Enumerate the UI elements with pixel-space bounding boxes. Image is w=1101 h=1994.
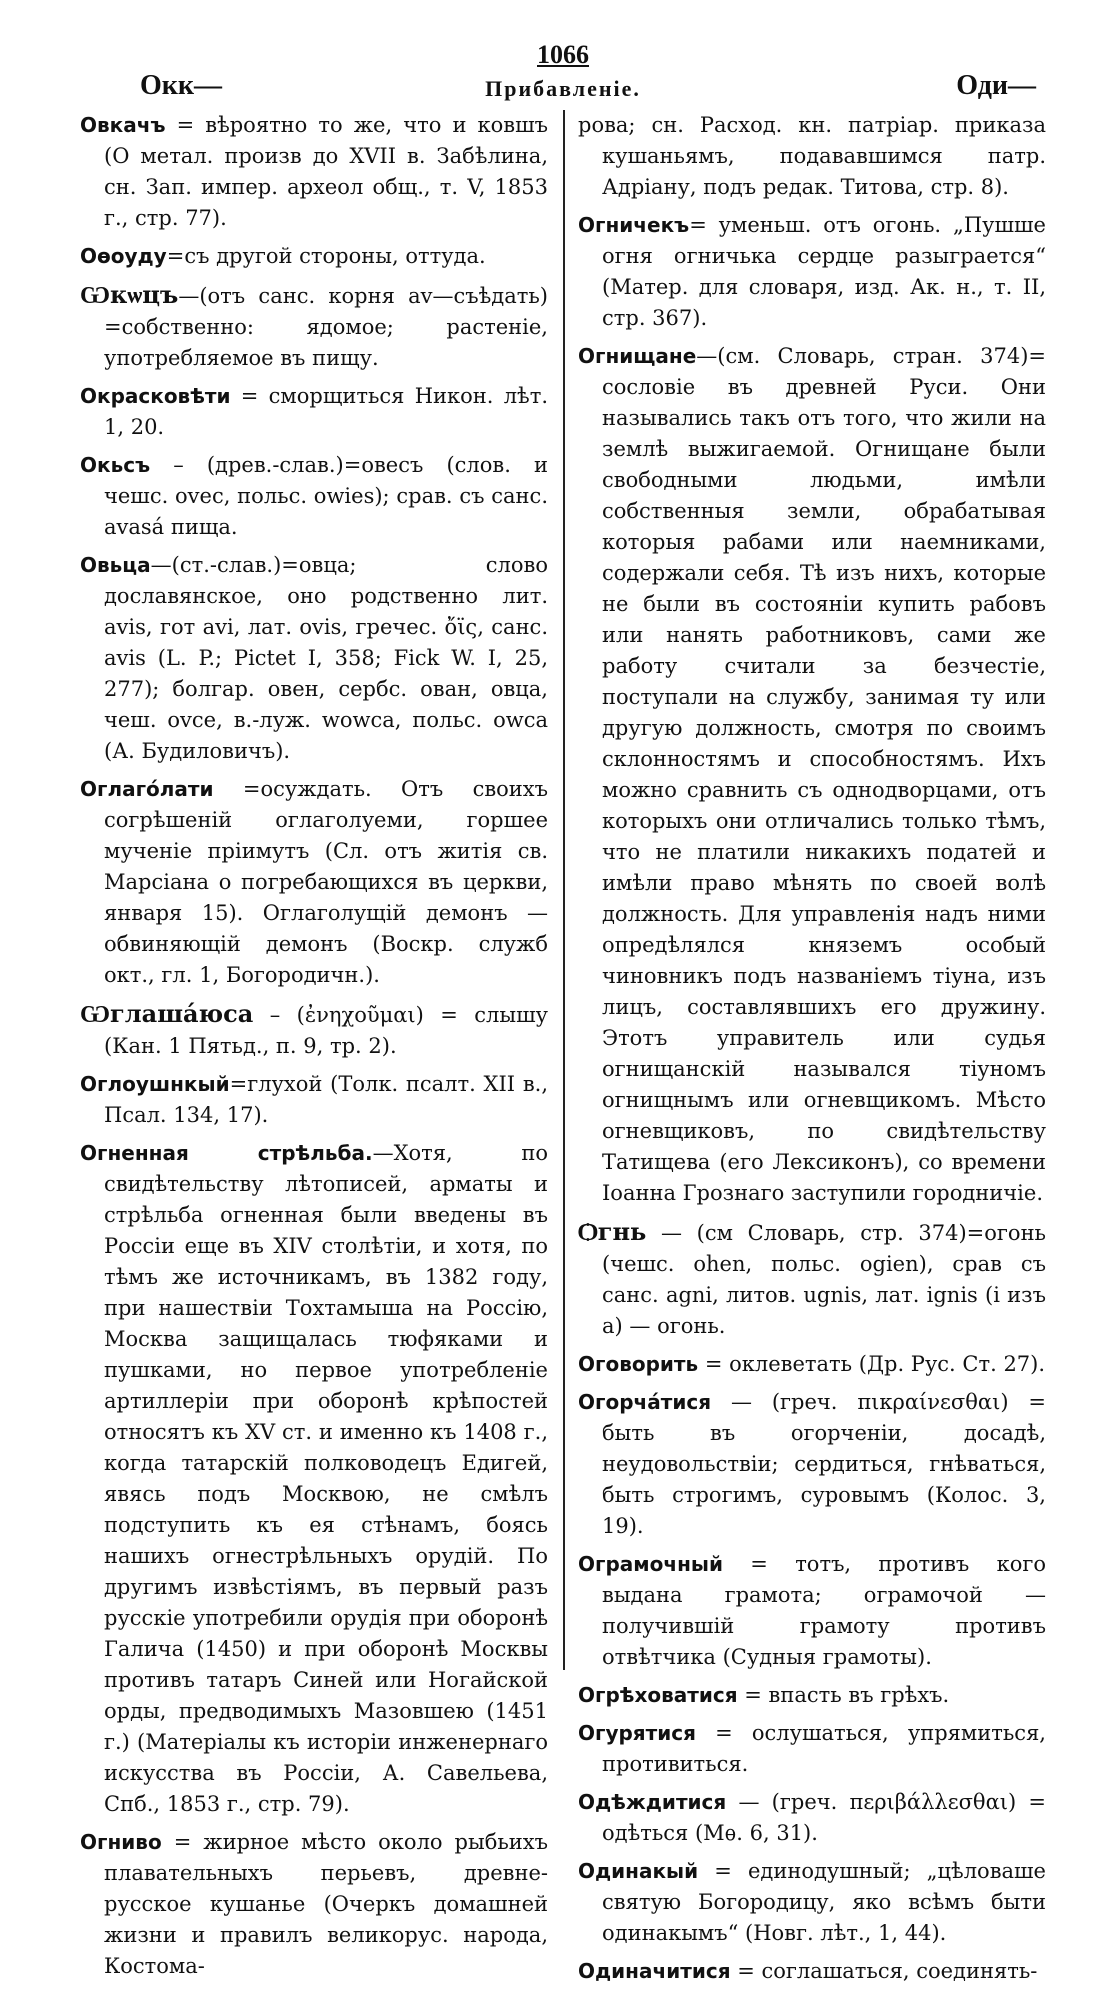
dictionary-entry xyxy=(80,550,548,767)
entry-definition: = ослушаться, упрямиться, противиться. xyxy=(602,1721,1046,1776)
entry-definition: = тотъ, противъ кого выдана грамота; ограмочой — получившій грамоту противъ отвѣтчика (Судныя грамоты). xyxy=(602,1552,1046,1669)
entry-definition: – (древ.-слав.)=овесъ (слов. и чешс. ovec, польс. owies); срав. съ санс. avasá пища. xyxy=(104,453,548,539)
entry-definition: = впасть въ грѣхъ. xyxy=(737,1683,950,1707)
entry-headword: Оглоушнкый xyxy=(80,1072,230,1096)
dictionary-entry xyxy=(578,1856,1046,1949)
entry-headword: Огниво xyxy=(80,1830,162,1854)
entry-definition: =осуждать. Отъ своихъ согрѣшеній оглаголуеми, горшее мученіе пріимутъ (Сл. отъ житія св. Марсіана о погребающихся въ церкви, января 15). Оглаголущій демонъ — обвиняющій демонъ (Воскр. служб окт., гл. 1, Богородичн.). xyxy=(104,777,548,987)
entry-definition: —(см. Словарь, стран. 374)= сословіе въ древней Руси. Они назывались такъ отъ того, что жили на землѣ выжигаемой. Огнищане были свободными людьми, имѣли собственныя земли, обрабатывая которыя рабами или наемниками, содержали себя. Тѣ изъ нихъ, которые не были въ состояніи купить рабовъ или нанять работниковъ, сами же работу считали за безчестіе, поступали на службу, занимая ту или другую должность, смотря по своимъ склонностямъ и способностямъ. Ихъ можно сравнить съ однодворцами, отъ которыхъ они отличались только тѣмъ, что не платили никакихъ податей и имѣли право мѣнять по своей волѣ должность. Для управленія надъ ними опредѣлялся княземъ особый чиновникъ подъ названіемъ тіуна, изъ лицъ, составлявшихъ его дружину. Этотъ управитель или судья огнищанскій назывался тіуномъ огнищнымъ или огневщикомъ. Мѣсто огневщиковъ, по свидѣтельству Татищева (его Лексиконъ), со времени Іоанна Грознаго заступили городничіе. xyxy=(602,344,1046,1205)
header-right-guide-word: Оди— xyxy=(956,70,1036,101)
entry-headword: Огурятися xyxy=(578,1721,696,1745)
entry-definition: = вѣроятно то же, что и ковшъ (О метал. произв до XVII в. Забѣлина, сн. Зап. импер. археол общ., т. V, 1853 г., стр. 77). xyxy=(104,113,548,230)
entry-headword: Одѣждитися xyxy=(578,1790,727,1814)
entry-definition: – (ἐνηχοῦμαι) = слышу (Кан. 1 Пятьд., п. 9, тр. 2). xyxy=(104,1003,548,1058)
entry-headword: Окьсъ xyxy=(80,453,151,477)
entry-definition: = жирное мѣсто около рыбьихъ плавательныхъ перьевъ, древне-русское кушанье (Очеркъ домашней жизни и правилъ великорус. народа, Костома- xyxy=(104,1830,548,1978)
entry-headword: Огорчáтися xyxy=(578,1390,712,1414)
dictionary-entry xyxy=(80,450,548,543)
entry-headword: Огнищане xyxy=(578,344,697,368)
dictionary-entry xyxy=(80,1069,548,1131)
entry-definition: =съ другой стороны, оттуда. xyxy=(166,244,486,268)
entry-definition: —(ст.-слав.)=овца; слово дославянское, оно родственно лит. avis, гот avi, лат. ovis, гречес. ὄϊς, санс. avis (L. P.; Pictet I, 358; Fick W. I, 25, 277); болгар. овен, сербс. ован, овца, чеш. ovce, в.-луж. wowca, польс. owca (А. Будиловичъ). xyxy=(104,553,548,763)
dictionary-entry xyxy=(80,241,548,272)
page-header xyxy=(80,40,1046,110)
entry-definition: = единодушный; „цѣловаше святую Богородицу, яко всѣмъ быти одинакымъ“ (Новг. лѣт., 1, 44). xyxy=(602,1859,1046,1945)
page-number: 1066 xyxy=(537,40,589,69)
entry-definition: — (см Словарь, стр. 374)=огонь (чешс. ohen, польс. ogien), срав съ санс. agni, литов. ugnis, лат. ignis (i изъ a) — огонь. xyxy=(602,1221,1046,1338)
entry-headword: Ѻгнь xyxy=(578,1217,647,1246)
entry-headword: Овкачъ xyxy=(80,113,166,137)
entry-definition: — (греч. περιβάλλεσθαι) = одѣться (Мѳ. 6, 31). xyxy=(602,1790,1046,1845)
section-title: Прибавленіе. xyxy=(485,76,641,101)
entry-headword: Одиначитися xyxy=(578,1959,731,1983)
dictionary-entry xyxy=(80,774,548,991)
dictionary-entry xyxy=(578,341,1046,1209)
dictionary-entry xyxy=(578,1680,1046,1711)
entry-headword: Огрѣховатися xyxy=(578,1683,738,1707)
entry-headword: Окрасковѣти xyxy=(80,384,231,408)
entry-headword: Ѡкѡцъ xyxy=(80,280,179,309)
header-left-guide-word: Окк— xyxy=(140,70,223,101)
entry-definition: = соглашаться, соединять- xyxy=(730,1959,1038,1983)
entry-headword: Оглагóлати xyxy=(80,777,214,801)
entry-headword: Ограмочный xyxy=(578,1552,723,1576)
dictionary-entry xyxy=(578,1549,1046,1673)
right-column xyxy=(578,110,1046,1994)
entry-definition: рова; сн. Расход. кн. патріар. приказа кушаньямъ, подававшимся патр. Адріану, подъ редак. Титова, стр. 8). xyxy=(578,113,1046,199)
entry-definition: — (греч. πικραίνεσθαι) = быть въ огорченіи, досадѣ, неудовольствіи; сердиться, гнѣваться, быть строгимъ, суровымъ (Колос. 3, 19). xyxy=(602,1390,1046,1538)
dictionary-entry xyxy=(578,1787,1046,1849)
entry-definition: —(отъ санс. корня av—съѣдать) =собственно: ядомое; растеніе, употребляемое въ пищу. xyxy=(104,284,548,370)
entry-headword: Ѡглашáюса xyxy=(80,999,254,1028)
dictionary-entry xyxy=(578,1349,1046,1380)
dictionary-entry xyxy=(80,1827,548,1982)
entry-definition: = сморщиться Никон. лѣт. 1, 20. xyxy=(104,384,548,439)
entry-headword: Огничекъ xyxy=(578,213,690,237)
entry-headword: Огненная стрѣльба. xyxy=(80,1141,373,1165)
dictionary-entry xyxy=(578,1387,1046,1542)
entry-definition: = оклеветать (Др. Рус. Ст. 27). xyxy=(698,1352,1046,1376)
entry-headword: Оговорить xyxy=(578,1352,699,1376)
entry-definition: = уменьш. отъ огонь. „Пушше огня огничька сердце разыграется“ (Матер. для словаря, изд. Ак. н., т. II, стр. 367). xyxy=(602,213,1046,330)
entry-headword: Оѳоуду xyxy=(80,244,167,268)
two-column-body xyxy=(80,110,1046,1983)
dictionary-entry xyxy=(80,381,548,443)
entry-definition: =глухой (Толк. псалт. XII в., Псал. 134, 17). xyxy=(104,1072,548,1127)
dictionary-entry xyxy=(578,210,1046,334)
dictionary-entry xyxy=(80,110,548,234)
dictionary-entry xyxy=(578,1956,1046,1987)
entry-headword: Одинакый xyxy=(578,1859,699,1883)
dictionary-entry xyxy=(80,998,548,1062)
dictionary-entry xyxy=(80,1138,548,1820)
left-column xyxy=(80,110,548,1994)
dictionary-entry xyxy=(578,110,1046,203)
dictionary-entry xyxy=(578,1216,1046,1342)
entry-headword: Овьца xyxy=(80,553,151,577)
dictionary-entry xyxy=(578,1718,1046,1780)
entry-definition: —Хотя, по свидѣтельству лѣтописей, арматы и стрѣльба огненная были введены въ Россіи еще въ XIV столѣтіи, и хотя, по тѣмъ же источникамъ, въ 1382 году, при нашествіи Тохтамыша на Россію, Москва защищалась тюфяками и пушками, но первое употребленіе артиллеріи при оборонѣ крѣпостей относятъ къ XV ст. и именно къ 1408 г., когда татарскій полководецъ Едигей, явясь подъ Москвою, не смѣлъ подступить къ ея стѣнамъ, боясь нашихъ огнестрѣльныхъ орудій. По другимъ извѣстіямъ, въ первый разъ русскіе употребили орудія при оборонѣ Галича (1450) и при оборонѣ Москвы противъ татаръ Синей или Ногайской орды, предводимыхъ Мазовшею (1451 г.) (Матеріалы къ исторіи инженернаго искусства въ Россіи, А. Савельева, Спб., 1853 г., стр. 79). xyxy=(104,1141,548,1816)
dictionary-entry xyxy=(80,279,548,374)
